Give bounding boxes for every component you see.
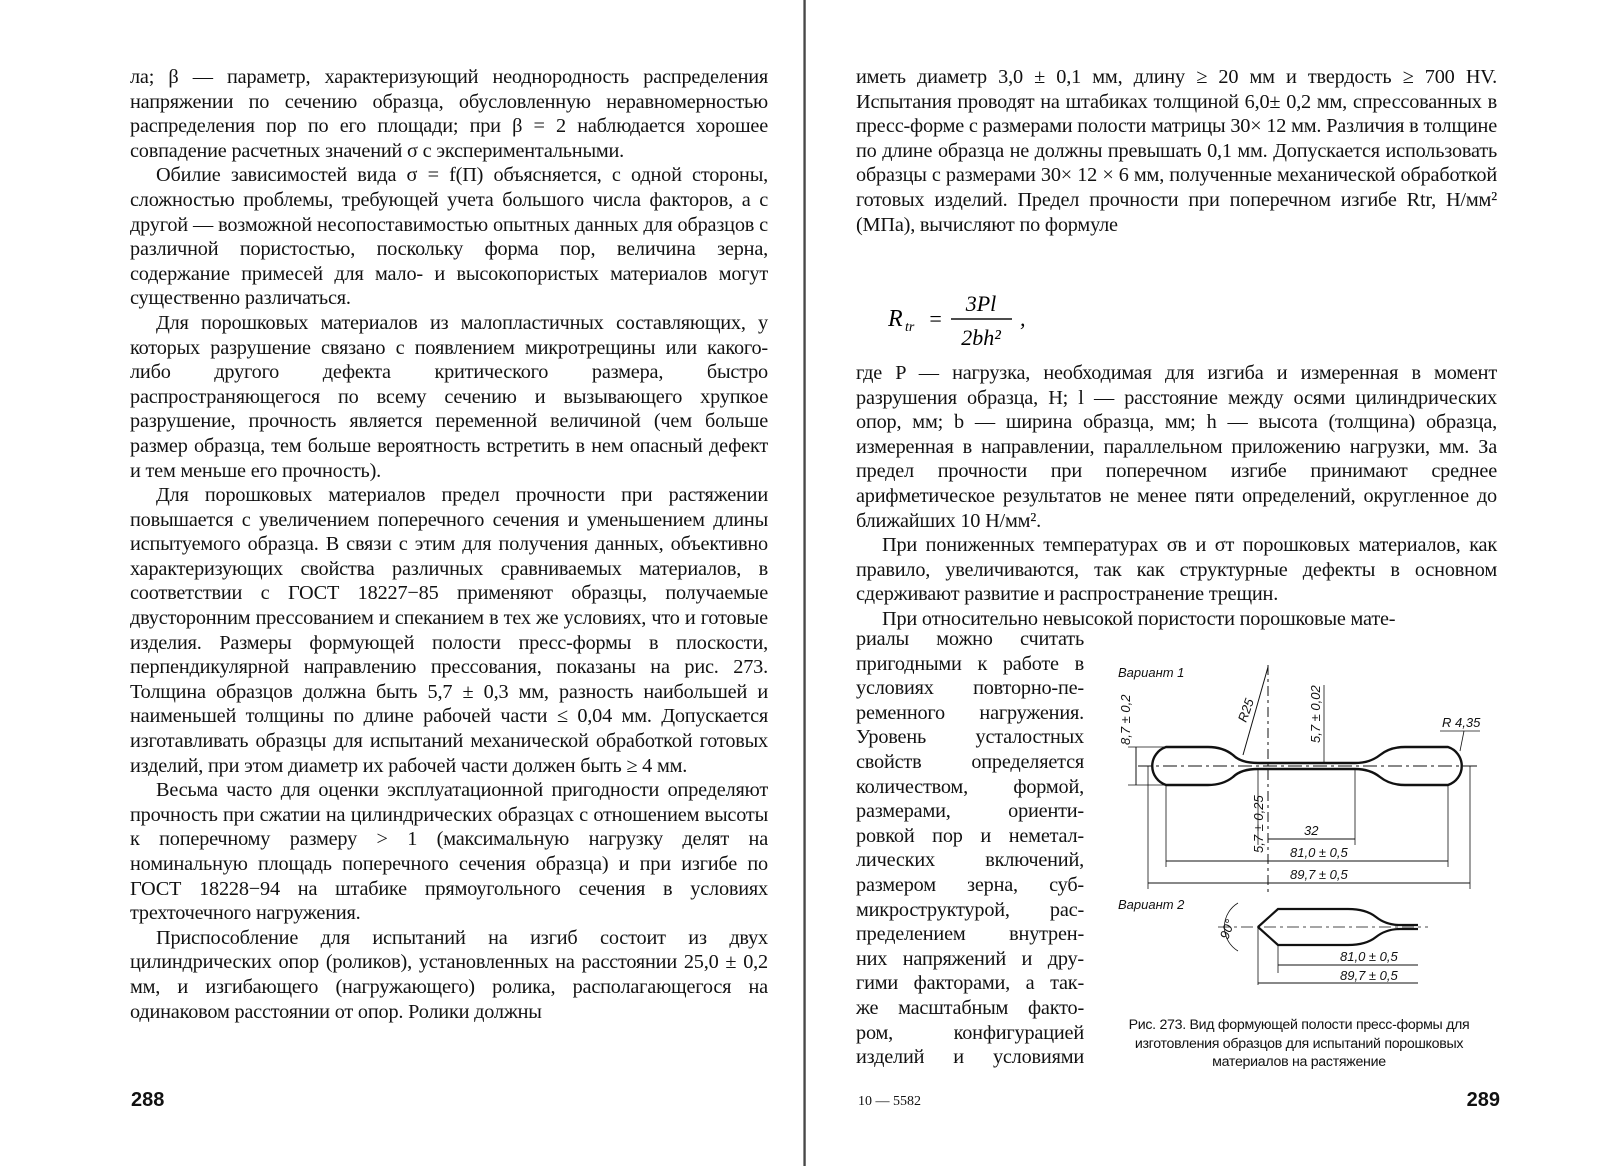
formula-svg: [888, 283, 1118, 353]
formula-rtr: [888, 283, 1118, 353]
paragraph: Для порошковых материалов предел прочности при растяжении повышается с увеличением поперечного сечения и уменьшением длины испытуемого образца. В связи с этим для получения данных, объективно характеризующих свойства различных сравниваемых материалов, в соответствии с ГОСТ 18227−85 применяют образцы, получаемые двусторонним прессованием и спеканием в тех же условиях, что и готовые изделия. Размеры формующей полости пресс-формы в плоскости, перпендикулярной направлению прессования, показаны на рис. 273. Толщина образцов должна быть 5,7 ± 0,3 мм, разность наибольшей и наименьшей толщины по длине рабочей части ≤ 0,04 мм. Допускается изготавливать образцы для испытаний механической обработкой готовых изделий, при этом диаметр их рабочей части должен быть ≥ 4 мм.: [130, 484, 768, 777]
page-number-right: 289: [1466, 1089, 1500, 1111]
dim-32: 32: [1304, 823, 1319, 838]
wrapped-line: ровкой пор и неметал-: [856, 824, 1084, 847]
v2-dim-89: 89,7 ± 0,5: [1340, 968, 1398, 983]
variant1-label: Вариант 1: [1118, 665, 1185, 680]
wrapped-line: риалы можно считать: [856, 628, 1084, 650]
left-page-text: [130, 65, 768, 1024]
paragraph: где P — нагрузка, необходимая для изгиба и измеренная в момент разрушения образца, Н; l — расстояние между осями цилиндрических опор, мм; b — ширина образца, мм; h — высота (толщина) образца, измеренная в направлении, параллельном приложению нагрузки, мм. За предел прочности при поперечном изгибе принимают среднее арифметическое результатов не менее пяти определений, округленное до ближайших 10 Н/мм².: [856, 362, 1497, 532]
wrapped-line: размерами, ориенти-: [856, 800, 1084, 823]
formula-denominator: 2bh²: [961, 325, 1001, 350]
wrapped-line: условиях повторно-пе-: [856, 677, 1084, 700]
right-page: [808, 0, 1601, 1166]
page-number-left: 288: [131, 1089, 165, 1111]
paragraph: Весьма часто для оценки эксплуатационной пригодности определяют прочность при сжатии на цилиндрических образцах с отношением высоты к поперечному размеру > 1 (максимальную нагрузку делят на номинальную площадь поперечного сечения образца) и при изгибе по ГОСТ 18228−94 на штабике прямоугольного сечения в условиях трехточечного нагружения.: [130, 779, 768, 925]
figure-273: [1108, 655, 1500, 985]
printer-signature: 10 — 5582: [858, 1094, 921, 1109]
wrapped-line: количеством, формой,: [856, 775, 1084, 798]
dim-89: 89,7 ± 0,5: [1290, 867, 1348, 882]
paragraph: ла; β — параметр, характеризующий неоднородность распределения напряжении по сечению образца, обусловленную неравномерностью распределения пор по его площади; при β = 2 наблюдается хорошее совпадение расчетных значений σ с экспериментальными.: [130, 66, 768, 162]
paragraph: Для порошковых материалов из малопластичных составляющих, у которых разрушение связано с появлением микротрещины или какого-либо другого дефекта критического размера, быстро распространяющегося по всему сечению и вызывающего хрупкое разрушение, прочность является переменной величиной (чем больше размер образца, тем больше вероятность встретить в нем опасный дефект и тем меньше его прочность).: [130, 311, 768, 482]
end-radius-leader: [1460, 731, 1464, 751]
wrapped-line: размером зерна, суб-: [856, 873, 1084, 896]
wrapped-line: пределением внутрен-: [856, 923, 1084, 946]
book-spine: [803, 0, 806, 1166]
dim-end-radius: R 4,35: [1442, 715, 1481, 730]
paragraph: При относительно невысокой пористости порошковые мате-: [882, 607, 1396, 630]
right-page-text-mid: [856, 361, 1497, 632]
paragraph: При пониженных температурах σв и σт порошковых материалов, как правило, увеличиваются, так как структурные дефекты в основном сдерживают развитие и распространение трещин.: [856, 534, 1497, 606]
left-page: [0, 0, 800, 1166]
formula-lhs-sub: tr: [905, 320, 915, 335]
wrapped-line: ром, конфигурацией: [856, 1021, 1084, 1044]
dim-height-left: 8,7 ± 0,2: [1118, 694, 1133, 745]
paragraph: иметь диаметр 3,0 ± 0,1 мм, длину ≥ 20 мм и твердость ≥ 700 HV. Испытания проводят на штабиках толщиной 6,0± 0,2 мм, спрессованных в пресс-форме с размерами полости матрицы 30× 12 мм. Различия в толщине по длине образца не должны превышать 0,1 мм. Допускается использовать образцы с размерами 30× 12 × 6 мм, полученные механической обработкой готовых изделий. Предел прочности при поперечном изгибе Rtr, Н/мм² (МПа), вычисляют по формуле: [856, 66, 1497, 236]
paragraph: Обилие зависимостей вида σ = f(П) объясняется, с одной стороны, сложностью проблемы, требующей учета большого числа факторов, а с другой — возможной несопоставимостью опытных данных для образцов с различной пористостью, поскольку форма пор, величина зерна, содержание примесей для мало- и высокопористых материалов могут существенно различаться.: [130, 164, 768, 310]
formula-equals: =: [928, 306, 943, 331]
wrapped-line: Уровень усталостных: [856, 726, 1084, 749]
formula-lhs: R: [888, 306, 903, 332]
variant2-label: Вариант 2: [1118, 897, 1185, 912]
right-page-text-top: [856, 65, 1497, 237]
wrapped-line: изделий и условиями: [856, 1046, 1084, 1069]
wrapped-line: лических включений,: [856, 849, 1084, 872]
wrapped-text-column: [856, 627, 1084, 1070]
wrapped-line: микроструктурой, рас-: [856, 898, 1084, 921]
wrapped-line: ременного нагружения.: [856, 701, 1084, 724]
wrapped-line: гими факторами, а так-: [856, 972, 1084, 995]
figure-caption: Рис. 273. Вид формующей полости пресс-формы для изготовления образцов для испытаний порошковых материалов на растяжение: [1128, 1017, 1470, 1070]
wrapped-line: свойств определяется: [856, 750, 1084, 773]
dim-r25: R25: [1234, 696, 1257, 725]
dim-angle: 90°: [1216, 917, 1238, 942]
dim-neck-height: 5,7 ± 0,25: [1251, 795, 1266, 853]
wrapped-line: них напряжений и дру-: [856, 947, 1084, 970]
formula-trailing: ,: [1020, 306, 1026, 331]
v2-dim-81: 81,0 ± 0,5: [1340, 949, 1398, 964]
dim-81: 81,0 ± 0,5: [1290, 845, 1348, 860]
wrapped-line: пригодными к работе в: [856, 652, 1084, 675]
dim-neck: 5,7 ± 0,02: [1308, 685, 1323, 743]
figure-273-drawing: [1108, 655, 1500, 985]
paragraph: Приспособление для испытаний на изгиб состоит из двух цилиндрических опор (роликов), установленных на расстоянии 25,0 ± 0,2 мм, и изгибающего (нагружающего) ролика, располагающегося на одинаковом расстоянии от опор. Ролики должны: [130, 926, 768, 1023]
wrapped-line: же масштабным факто-: [856, 996, 1084, 1019]
formula-numerator: 3Pl: [965, 291, 997, 316]
